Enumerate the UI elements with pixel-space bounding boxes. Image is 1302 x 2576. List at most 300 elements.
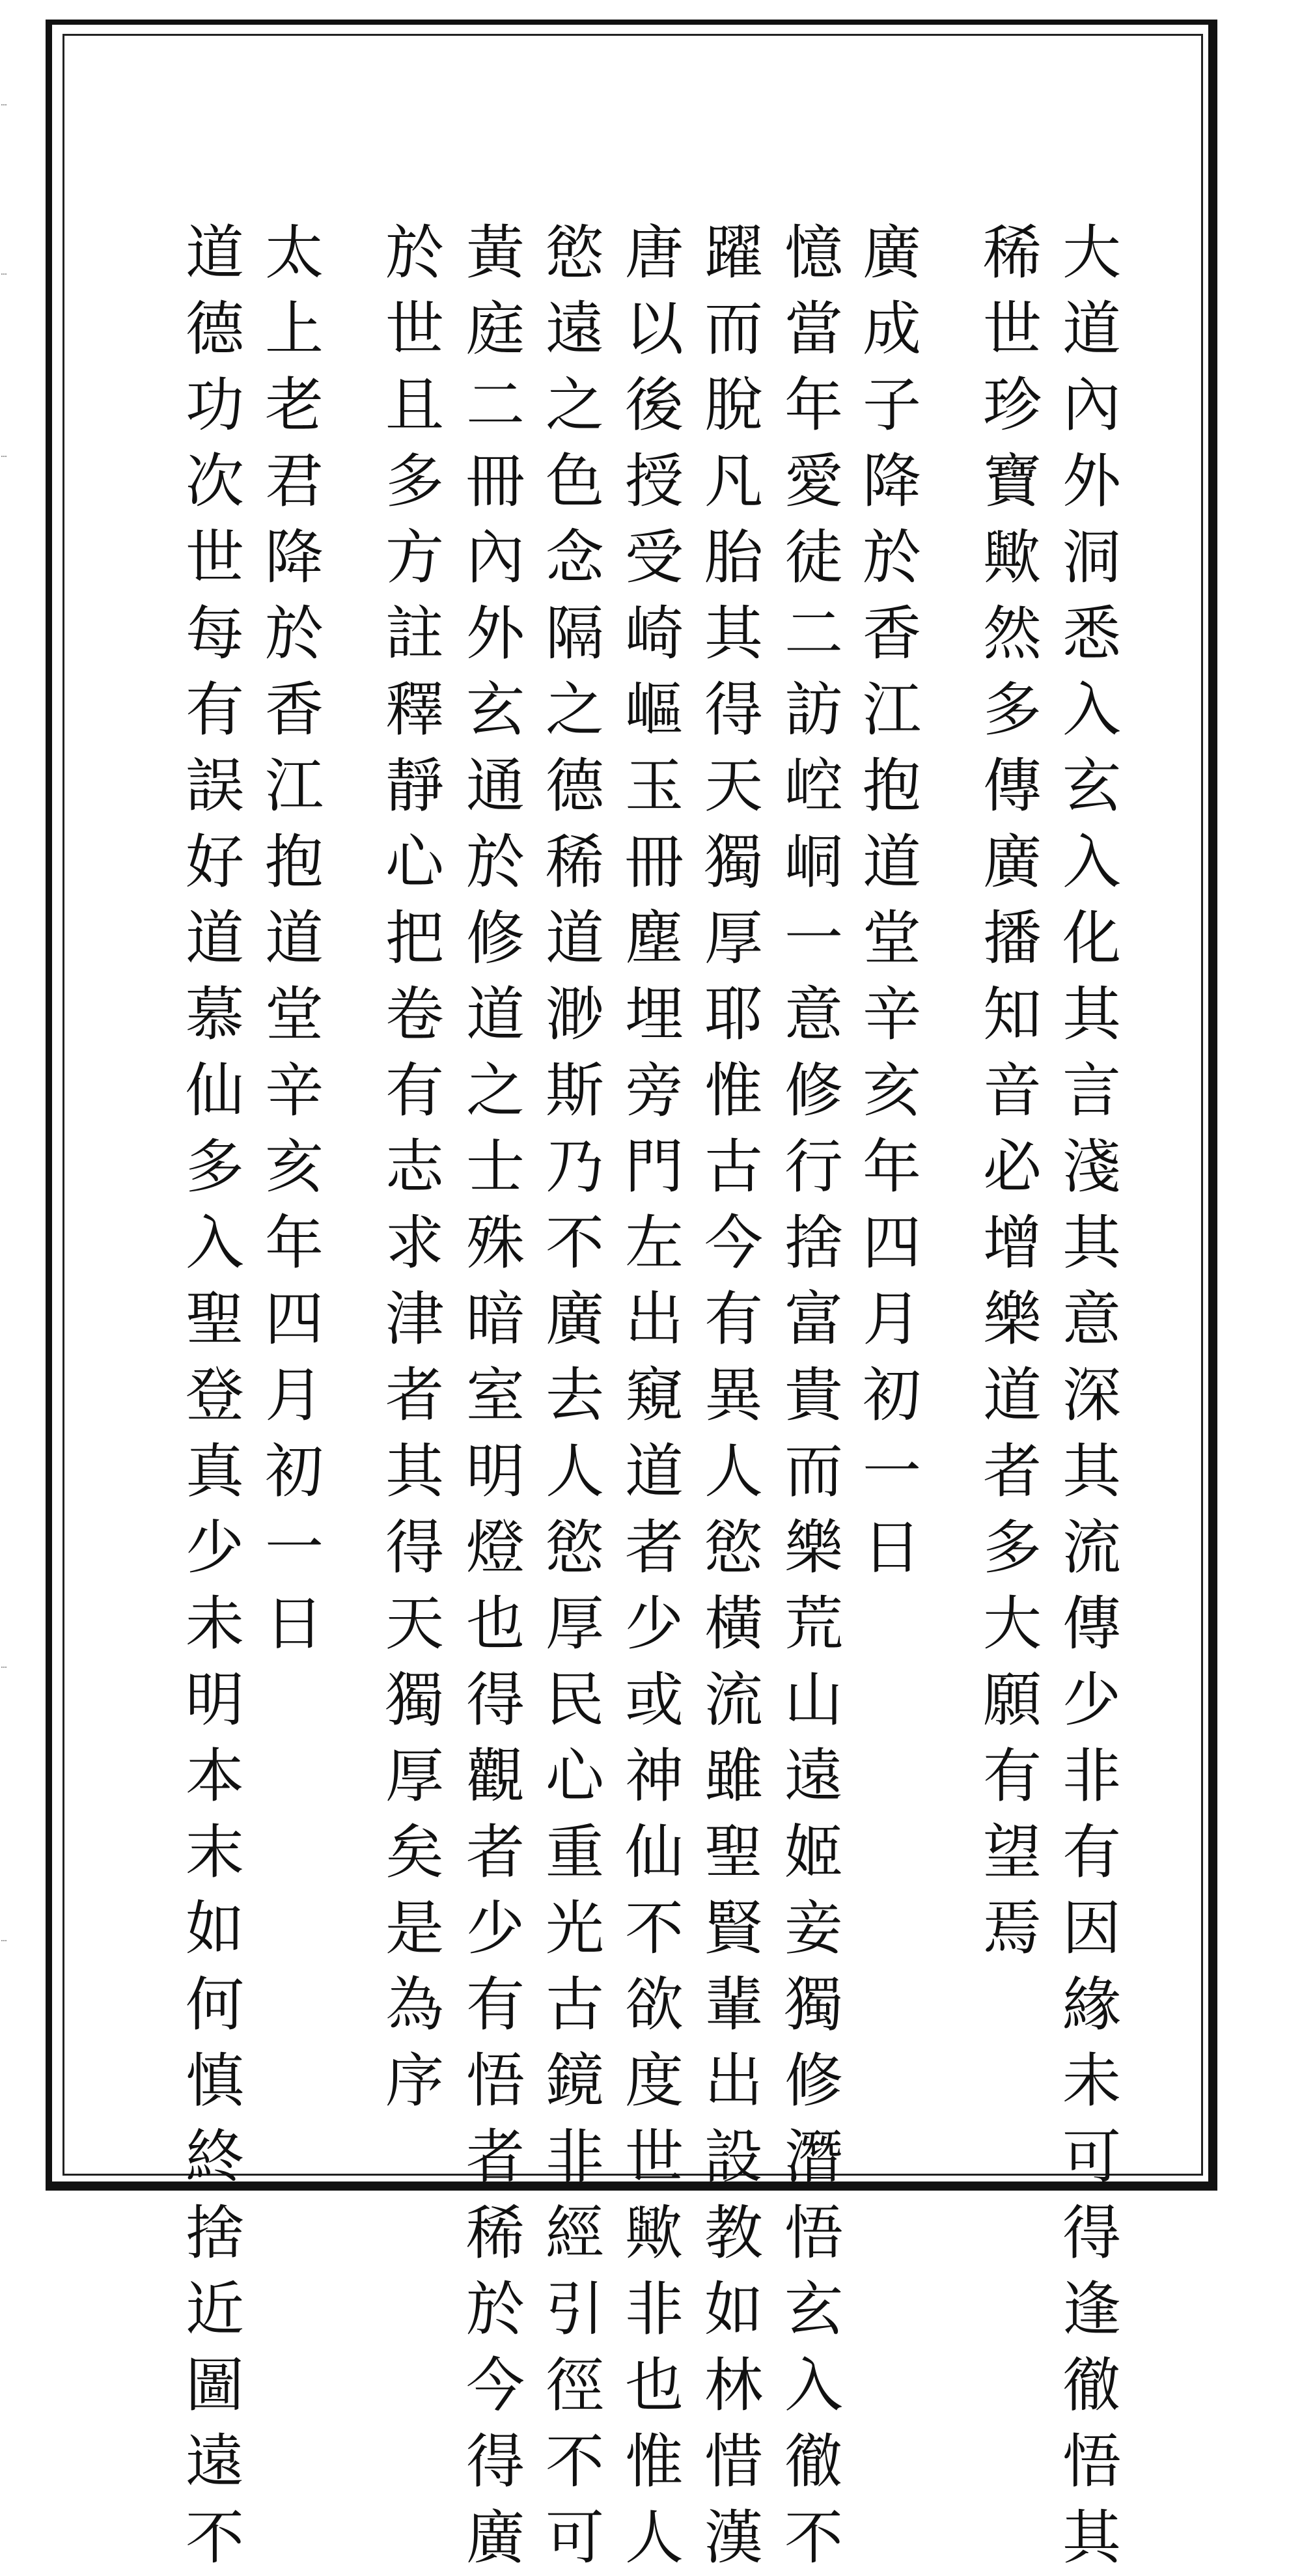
character: 慎 xyxy=(186,2047,244,2115)
character: 玉 xyxy=(625,752,684,820)
character: 惟 xyxy=(704,1057,763,1125)
character: 降 xyxy=(863,447,921,516)
character: 非 xyxy=(546,2123,604,2191)
character: 念 xyxy=(546,523,604,592)
character: 播 xyxy=(983,904,1042,973)
character: 荒 xyxy=(784,1590,843,1658)
character: 於 xyxy=(466,2275,525,2344)
character: 上 xyxy=(265,295,324,363)
character: 經 xyxy=(546,2199,604,2267)
character: 欲 xyxy=(625,1971,684,2039)
character: 而 xyxy=(784,1437,843,1506)
character: 稀 xyxy=(466,2199,525,2267)
character: 光 xyxy=(546,1894,604,1963)
character: 樂 xyxy=(784,1514,843,1582)
character: 每 xyxy=(186,600,244,668)
character: 寶 xyxy=(983,447,1042,516)
character: 一 xyxy=(863,1437,921,1506)
character: 且 xyxy=(385,371,444,439)
character: 徹 xyxy=(1062,2351,1121,2420)
character: 燈 xyxy=(466,1514,525,1582)
character: 次 xyxy=(186,447,244,516)
character: 遠 xyxy=(784,1742,843,1810)
character: 渺 xyxy=(546,980,604,1049)
character: 有 xyxy=(704,1285,763,1353)
character: 峒 xyxy=(784,828,843,896)
character: 辛 xyxy=(863,980,921,1049)
character: 道 xyxy=(466,980,525,1049)
character: 珍 xyxy=(983,371,1042,439)
character: 必 xyxy=(983,1133,1042,1201)
character: 入 xyxy=(186,1209,244,1277)
character: 者 xyxy=(466,1818,525,1887)
character: 意 xyxy=(1062,1285,1121,1353)
character: 多 xyxy=(385,447,444,516)
character: 近 xyxy=(186,2275,244,2344)
character: 傳 xyxy=(1062,1590,1121,1658)
character: 士 xyxy=(466,1133,525,1201)
character: 厚 xyxy=(546,1590,604,1658)
character: 富 xyxy=(784,1285,843,1353)
character: 於 xyxy=(265,600,324,668)
character: 卷 xyxy=(385,980,444,1049)
character: 子 xyxy=(863,371,921,439)
character: 辛 xyxy=(265,1057,324,1125)
character: 心 xyxy=(385,828,444,896)
character: 外 xyxy=(1062,447,1121,516)
character: 捨 xyxy=(186,2199,244,2267)
character: 因 xyxy=(1062,1894,1121,1963)
character: 何 xyxy=(186,1971,244,2039)
character: 厚 xyxy=(385,1742,444,1810)
character: 大 xyxy=(1062,219,1121,287)
character: 香 xyxy=(863,600,921,668)
character: 抱 xyxy=(265,828,324,896)
character: 少 xyxy=(466,1894,525,1963)
character: 傳 xyxy=(983,752,1042,820)
character: 不 xyxy=(546,2428,604,2496)
character: 功 xyxy=(186,371,244,439)
character: 抱 xyxy=(863,752,921,820)
character: 道 xyxy=(186,904,244,973)
character: 慕 xyxy=(186,980,244,1049)
character: 愛 xyxy=(784,447,843,516)
character: 悟 xyxy=(1062,2428,1121,2496)
character: 左 xyxy=(625,1209,684,1277)
character: 江 xyxy=(265,752,324,820)
character: 釋 xyxy=(385,676,444,744)
character: 其 xyxy=(1062,1437,1121,1506)
character: 求 xyxy=(385,1209,444,1277)
character: 得 xyxy=(1062,2199,1121,2267)
character: 今 xyxy=(466,2351,525,2420)
character: 色 xyxy=(546,447,604,516)
character: 堂 xyxy=(863,904,921,973)
character: 其 xyxy=(704,600,763,668)
character: 者 xyxy=(466,2123,525,2191)
character: 度 xyxy=(625,2047,684,2115)
page-edge-marks xyxy=(0,0,13,2223)
character: 古 xyxy=(704,1133,763,1201)
character: 太 xyxy=(265,219,324,287)
character: 然 xyxy=(983,600,1042,668)
character: 明 xyxy=(466,1437,525,1506)
character: 徑 xyxy=(546,2351,604,2420)
character: 樂 xyxy=(983,1285,1042,1353)
character: 明 xyxy=(186,1666,244,1734)
character: 神 xyxy=(625,1742,684,1810)
character: 流 xyxy=(1062,1514,1121,1582)
character: 深 xyxy=(1062,1361,1121,1430)
text-column-5 xyxy=(698,215,769,2576)
character: 世 xyxy=(983,295,1042,363)
character: 音 xyxy=(983,1057,1042,1125)
character: 德 xyxy=(546,752,604,820)
character: 淺 xyxy=(1062,1133,1121,1201)
character: 室 xyxy=(466,1361,525,1430)
character: 序 xyxy=(385,2047,444,2115)
character: 林 xyxy=(704,2351,763,2420)
character: 言 xyxy=(1062,1057,1121,1125)
text-column-10 xyxy=(258,215,330,1662)
character: 獨 xyxy=(784,1971,843,2039)
character: 二 xyxy=(466,371,525,439)
character: 非 xyxy=(1062,1742,1121,1810)
character: 獨 xyxy=(385,1666,444,1734)
character: 本 xyxy=(186,1742,244,1810)
text-column-4 xyxy=(778,215,850,2576)
character: 為 xyxy=(385,1971,444,2039)
character: 外 xyxy=(466,600,525,668)
character: 當 xyxy=(784,295,843,363)
character: 黃 xyxy=(466,219,525,287)
character: 廣 xyxy=(466,2504,525,2572)
character: 年 xyxy=(265,1209,324,1277)
character: 不 xyxy=(784,2504,843,2572)
character: 日 xyxy=(265,1590,324,1658)
character: 躍 xyxy=(704,219,763,287)
character: 潛 xyxy=(784,2123,843,2191)
character: 好 xyxy=(186,828,244,896)
character: 化 xyxy=(1062,904,1121,973)
text-column-8 xyxy=(460,215,531,2576)
character: 斯 xyxy=(546,1057,604,1125)
character: 天 xyxy=(385,1590,444,1658)
character: 一 xyxy=(784,904,843,973)
character: 於 xyxy=(385,219,444,287)
character: 世 xyxy=(385,295,444,363)
character: 未 xyxy=(186,1590,244,1658)
character: 不 xyxy=(186,2504,244,2572)
text-column-9 xyxy=(379,215,450,2119)
character: 慾 xyxy=(546,219,604,287)
character: 不 xyxy=(625,1894,684,1963)
character: 憶 xyxy=(784,219,843,287)
character: 流 xyxy=(704,1666,763,1734)
character: 未 xyxy=(1062,2047,1121,2115)
character: 有 xyxy=(385,1057,444,1125)
character: 歟 xyxy=(983,523,1042,592)
character: 引 xyxy=(546,2275,604,2344)
character: 其 xyxy=(1062,980,1121,1049)
character: 者 xyxy=(385,1361,444,1430)
character: 少 xyxy=(625,1590,684,1658)
character: 心 xyxy=(546,1742,604,1810)
text-column-3 xyxy=(856,215,928,1586)
character: 埋 xyxy=(625,980,684,1049)
character: 旁 xyxy=(625,1057,684,1125)
character: 其 xyxy=(1062,2504,1121,2572)
character: 冊 xyxy=(625,828,684,896)
character: 一 xyxy=(265,1514,324,1582)
character: 凡 xyxy=(704,447,763,516)
character: 其 xyxy=(1062,1209,1121,1277)
character: 道 xyxy=(186,219,244,287)
character: 亥 xyxy=(265,1133,324,1201)
character: 妾 xyxy=(784,1894,843,1963)
character: 年 xyxy=(784,371,843,439)
character: 修 xyxy=(784,2047,843,2115)
character: 如 xyxy=(186,1894,244,1963)
character: 稀 xyxy=(546,828,604,896)
character: 降 xyxy=(265,523,324,592)
character: 仙 xyxy=(625,1818,684,1887)
character: 誤 xyxy=(186,752,244,820)
character: 崆 xyxy=(784,752,843,820)
character: 者 xyxy=(625,1514,684,1582)
character: 入 xyxy=(1062,828,1121,896)
character: 玄 xyxy=(1062,752,1121,820)
character: 捨 xyxy=(784,1209,843,1277)
character: 聖 xyxy=(704,1818,763,1887)
character: 有 xyxy=(1062,1818,1121,1887)
character: 年 xyxy=(863,1133,921,1201)
character: 可 xyxy=(546,2504,604,2572)
character: 設 xyxy=(704,2123,763,2191)
character: 徹 xyxy=(784,2428,843,2496)
character: 得 xyxy=(385,1514,444,1582)
character: 道 xyxy=(1062,295,1121,363)
text-column-11 xyxy=(179,215,251,2576)
character: 庭 xyxy=(466,295,525,363)
character: 仙 xyxy=(186,1057,244,1125)
character: 惟 xyxy=(625,2428,684,2496)
character: 訪 xyxy=(784,676,843,744)
text-column-6 xyxy=(618,215,690,2576)
character: 惜 xyxy=(704,2428,763,2496)
character: 二 xyxy=(784,600,843,668)
character: 玄 xyxy=(466,676,525,744)
character: 修 xyxy=(466,904,525,973)
character: 暗 xyxy=(466,1285,525,1353)
character: 逢 xyxy=(1062,2275,1121,2344)
character: 乃 xyxy=(546,1133,604,1201)
character: 聖 xyxy=(186,1285,244,1353)
character: 胎 xyxy=(704,523,763,592)
character: 少 xyxy=(186,1514,244,1582)
character: 圖 xyxy=(186,2351,244,2420)
character: 之 xyxy=(466,1057,525,1125)
character: 賢 xyxy=(704,1894,763,1963)
character: 初 xyxy=(863,1361,921,1430)
character: 老 xyxy=(265,371,324,439)
character: 稀 xyxy=(983,219,1042,287)
character: 出 xyxy=(625,1285,684,1353)
character: 獨 xyxy=(704,828,763,896)
character: 多 xyxy=(983,676,1042,744)
character: 塵 xyxy=(625,904,684,973)
character: 悉 xyxy=(1062,600,1121,668)
character: 民 xyxy=(546,1666,604,1734)
character: 志 xyxy=(385,1133,444,1201)
character: 少 xyxy=(1062,1666,1121,1734)
character: 亥 xyxy=(863,1057,921,1125)
character: 道 xyxy=(265,904,324,973)
character: 世 xyxy=(186,523,244,592)
character: 內 xyxy=(1062,371,1121,439)
character: 徒 xyxy=(784,523,843,592)
character: 非 xyxy=(625,2275,684,2344)
character: 悟 xyxy=(784,2199,843,2267)
character: 江 xyxy=(863,676,921,744)
character: 隔 xyxy=(546,600,604,668)
character: 有 xyxy=(983,1742,1042,1810)
character: 慾 xyxy=(546,1514,604,1582)
character: 受 xyxy=(625,523,684,592)
character: 可 xyxy=(1062,2123,1121,2191)
character: 後 xyxy=(625,371,684,439)
character: 月 xyxy=(863,1285,921,1353)
character: 教 xyxy=(704,2199,763,2267)
character: 以 xyxy=(625,295,684,363)
character: 今 xyxy=(704,1209,763,1277)
text-column-2 xyxy=(976,215,1048,1967)
character: 矣 xyxy=(385,1818,444,1887)
character: 月 xyxy=(265,1361,324,1430)
character: 漢 xyxy=(704,2504,763,2572)
character: 雖 xyxy=(704,1742,763,1810)
character: 歟 xyxy=(625,2199,684,2267)
character: 有 xyxy=(186,676,244,744)
character: 而 xyxy=(704,295,763,363)
character: 津 xyxy=(385,1285,444,1353)
character: 成 xyxy=(863,295,921,363)
character: 貴 xyxy=(784,1361,843,1430)
character: 洞 xyxy=(1062,523,1121,592)
character: 是 xyxy=(385,1894,444,1963)
character: 方 xyxy=(385,523,444,592)
character: 堂 xyxy=(265,980,324,1049)
character: 有 xyxy=(466,1971,525,2039)
character: 輩 xyxy=(704,1971,763,2039)
character: 者 xyxy=(983,1437,1042,1506)
character: 厚 xyxy=(704,904,763,973)
character: 道 xyxy=(625,1437,684,1506)
character: 道 xyxy=(546,904,604,973)
character: 不 xyxy=(546,1209,604,1277)
character: 山 xyxy=(784,1666,843,1734)
character: 橫 xyxy=(704,1590,763,1658)
character: 慾 xyxy=(704,1514,763,1582)
character: 望 xyxy=(983,1818,1042,1887)
character: 登 xyxy=(186,1361,244,1430)
character: 日 xyxy=(863,1514,921,1582)
character: 耶 xyxy=(704,980,763,1049)
character: 得 xyxy=(466,1666,525,1734)
character: 緣 xyxy=(1062,1971,1121,2039)
character: 內 xyxy=(466,523,525,592)
character: 鏡 xyxy=(546,2047,604,2115)
character: 得 xyxy=(704,676,763,744)
character: 門 xyxy=(625,1133,684,1201)
character: 真 xyxy=(186,1437,244,1506)
character: 四 xyxy=(265,1285,324,1353)
character: 悟 xyxy=(466,2047,525,2115)
character: 世 xyxy=(625,2123,684,2191)
character: 人 xyxy=(546,1437,604,1506)
character: 冊 xyxy=(466,447,525,516)
character: 之 xyxy=(546,676,604,744)
character: 廣 xyxy=(546,1285,604,1353)
character: 靜 xyxy=(385,752,444,820)
character: 於 xyxy=(863,523,921,592)
character: 四 xyxy=(863,1209,921,1277)
character: 脫 xyxy=(704,371,763,439)
character: 終 xyxy=(186,2123,244,2191)
character: 香 xyxy=(265,676,324,744)
character: 天 xyxy=(704,752,763,820)
character: 遠 xyxy=(546,295,604,363)
character: 姬 xyxy=(784,1818,843,1887)
text-column-1 xyxy=(1056,215,1128,2576)
character: 窺 xyxy=(625,1361,684,1430)
character: 人 xyxy=(625,2504,684,2572)
character: 道 xyxy=(863,828,921,896)
character: 知 xyxy=(983,980,1042,1049)
character: 異 xyxy=(704,1361,763,1430)
character: 嶇 xyxy=(625,676,684,744)
character: 如 xyxy=(704,2275,763,2344)
character: 玄 xyxy=(784,2275,843,2344)
character: 入 xyxy=(784,2351,843,2420)
character: 得 xyxy=(466,2428,525,2496)
character: 唐 xyxy=(625,219,684,287)
character: 也 xyxy=(466,1590,525,1658)
character: 焉 xyxy=(983,1894,1042,1963)
character: 多 xyxy=(186,1133,244,1201)
character: 出 xyxy=(704,2047,763,2115)
character: 意 xyxy=(784,980,843,1049)
character: 去 xyxy=(546,1361,604,1430)
character: 入 xyxy=(1062,676,1121,744)
text-column-7 xyxy=(539,215,611,2576)
character: 大 xyxy=(983,1590,1042,1658)
character: 修 xyxy=(784,1057,843,1125)
character: 之 xyxy=(546,371,604,439)
character: 多 xyxy=(983,1514,1042,1582)
character: 古 xyxy=(546,1971,604,2039)
character: 把 xyxy=(385,904,444,973)
character: 或 xyxy=(625,1666,684,1734)
character: 君 xyxy=(265,447,324,516)
character: 遠 xyxy=(186,2428,244,2496)
character: 廣 xyxy=(983,828,1042,896)
character: 初 xyxy=(265,1437,324,1506)
character: 人 xyxy=(704,1437,763,1506)
character: 增 xyxy=(983,1209,1042,1277)
character: 殊 xyxy=(466,1209,525,1277)
character: 崎 xyxy=(625,600,684,668)
